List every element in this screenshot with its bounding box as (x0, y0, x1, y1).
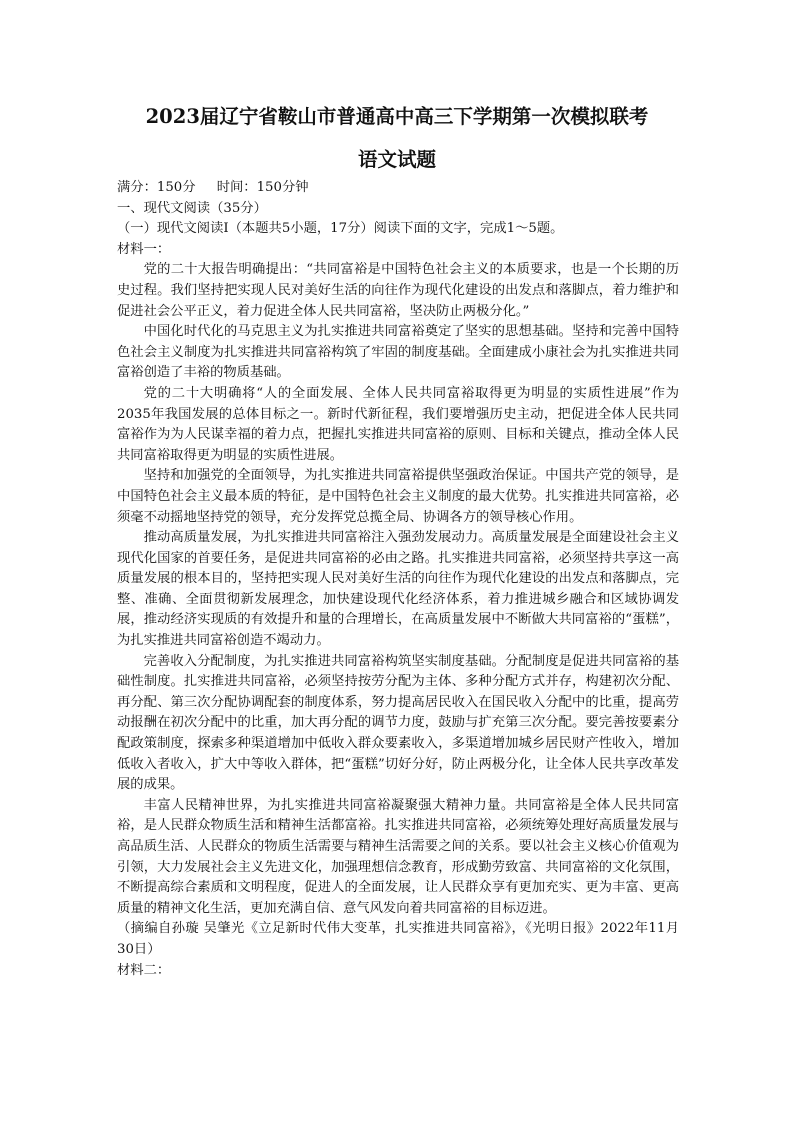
section-heading: 一、现代文阅读（35分） (117, 200, 267, 216)
paragraph: 中国化时代化的马克思主义为扎实推进共同富裕奠定了坚实的思想基础。坚持和完善中国特色社会主义制度为扎实推进共同富裕构筑了牢固的制度基础。全面建成小康社会为扎实推进共同富裕创造了丰裕的物质基础。 (117, 324, 679, 381)
paragraph: 完善收入分配制度，为扎实推进共同富裕构筑坚实制度基础。分配制度是促进共同富裕的基础性制度。扎实推进共同富裕，必须坚持按劳分配为主体、多种分配方式并存，构建初次分配、再分配、第三次分配协调配套的制度体系，努力提高居民收入在国民收入分配中的比重，提高劳动报酬在初次分配中的比重，加大再分配的调节力度，鼓励与扩充第三次分配。要完善按要素分配政策制度，探索多种渠道增加中低收入群众要素收入，多渠道增加城乡居民财产性收入，增加低收入者收入，扩大中等收入群体，把“蛋糕”切好分好，防止两极分化，让全体人民共享改革发展的成果。 (117, 653, 679, 793)
citation: （摘编自孙璇 吴肇光《立足新时代伟大变革，扎实推进共同富裕》，《光明日报》2022年11月30日） (117, 921, 679, 957)
paragraph: 丰富人民精神世界，为扎实推进共同富裕凝聚强大精神力量。共同富裕是全体人民共同富裕，是人民群众物质生活和精神生活都富裕。扎实推进共同富裕，必须统筹处理好高质量发展与高品质生活、人民群众的物质生活需要与精神生活需要之间的关系。要以社会主义核心价值观为引领，大力发展社会主义先进文化，加强理想信念教育，形成勤劳致富、共同富裕的文化氛围，不断提高综合素质和文明程度，促进人的全面发展，让人民群众享有更加充实、更为丰富、更高质量的精神文化生活，更加充满自信、意气风发向着共同富裕的目标迈进。 (117, 797, 679, 916)
document-body (117, 178, 679, 981)
paragraph: 坚持和加强党的全面领导，为扎实推进共同富裕提供坚强政治保证。中国共产党的领导，是中国特色社会主义最本质的特征，是中国特色社会主义制度的最大优势。扎实推进共同富裕，必须毫不动摇地坚持党的领导，充分发挥党总揽全局、协调各方的领导核心作用。 (117, 468, 679, 525)
material-two-label: 材料二： (117, 962, 171, 978)
subsection-heading: （一）现代文阅读Ⅰ（本题共5小题，17分）阅读下面的文字，完成1～5题。 (117, 221, 564, 237)
material-one-label: 材料一： (117, 241, 171, 257)
paragraph: 党的二十大明确将“人的全面发展、全体人民共同富裕取得更为明显的实质性进展”作为2035年我国发展的总体目标之一。新时代新征程，我们要增强历史主动，把促进全体人民共同富裕作为为人民谋幸福的着力点，把握扎实推进共同富裕的原则、目标和关键点，推动全体人民共同富裕取得更为明显的实质性进展。 (117, 385, 679, 463)
paragraph: 推动高质量发展，为扎实推进共同富裕注入强劲发展动力。高质量发展是全面建设社会主义现代化国家的首要任务，是促进共同富裕的必由之路。扎实推进共同富裕，必须坚持共享这一高质量发展的根本目的，坚持把实现人民对美好生活的向往作为现代化建设的出发点和落脚点，完整、准确、全面贯彻新发展理念，加快建设现代化经济体系，着力推进城乡融合和区域协调发展，推动经济实现质的有效提升和量的合理增长，在高质量发展中不断做大共同富裕的“蛋糕”，为扎实推进共同富裕创造不竭动力。 (117, 530, 679, 649)
exam-info: 满分：150分 时间：150分钟 (117, 180, 309, 195)
paragraph: 党的二十大报告明确提出：“共同富裕是中国特色社会主义的本质要求，也是一个长期的历史过程。我们坚持把实现人民对美好生活的向往作为现代化建设的出发点和落脚点，着力维护和促进社会公平正义，着力促进全体人民共同富裕，坚决防止两极分化。” (117, 262, 679, 319)
exam-subtitle: 语文试题 (357, 148, 436, 171)
exam-title: 2023届辽宁省鞍山市普通高中高三下学期第一次模拟联考 (145, 105, 649, 128)
